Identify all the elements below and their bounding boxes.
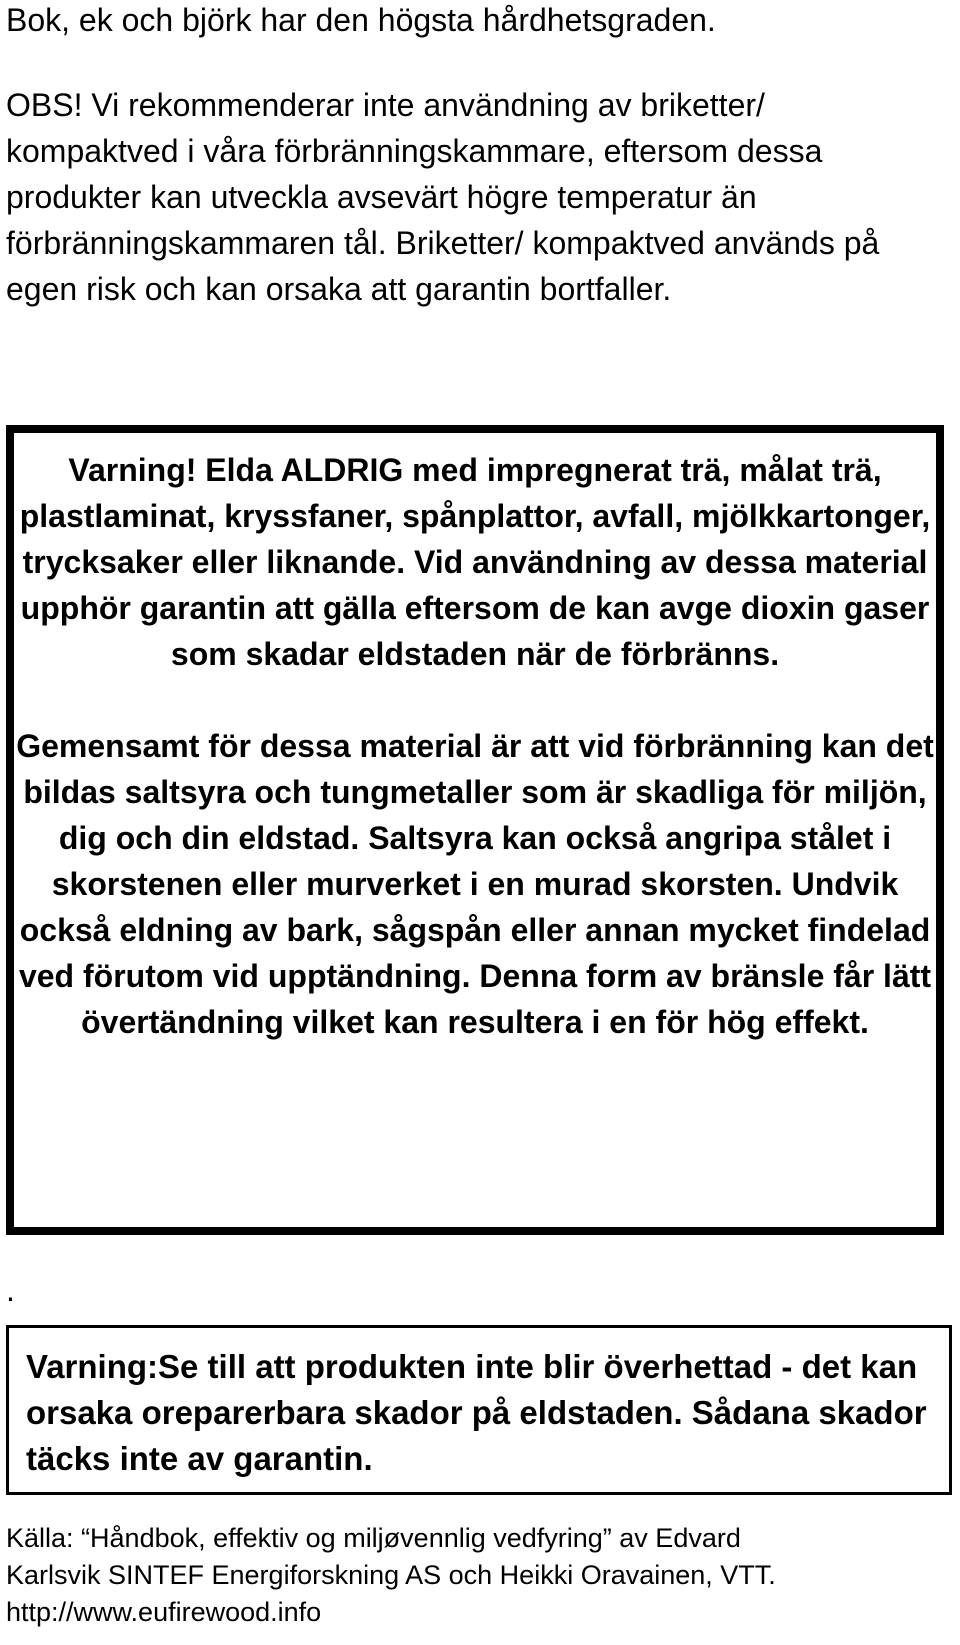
source-line-2: Karlsvik SINTEF Energiforskning AS och Heikki Oravainen, VTT.	[6, 1560, 776, 1590]
source-line-1: Källa: “Håndbok, effektiv og miljøvennlig vedfyring” av Edvard	[6, 1523, 741, 1553]
overheat-warning-text: Varning:Se till att produkten inte blir överhettad - det kan orsaka oreparerbara skador på eldstaden. Sådana skador täcks inte av garantin.	[26, 1348, 927, 1477]
source-citation	[6, 1520, 952, 1631]
source-url[interactable]: http://www.eufirewood.info	[6, 1597, 322, 1627]
warning-paragraph-chemicals: Gemensamt för dessa material är att vid förbränning kan det bildas saltsyra och tungmetaller som är skadliga för miljön, dig och din eldstad. Saltsyra kan också angripa stålet i skorstenen eller murverket i en murad skorsten. Undvik också eldning av bark, sågspån eller annan mycket findelad ved förutom vid upptändning. Denna form av bränsle får lätt övertändning vilket kan resultera i en för hög effekt.	[16, 728, 934, 1040]
separator-dot: .	[6, 1272, 15, 1308]
warning-box	[6, 425, 944, 1235]
overheat-warning-box	[6, 1325, 952, 1495]
warning-paragraph-materials: Varning! Elda ALDRIG med impregnerat trä, målat trä, plastlaminat, kryssfaner, spånplattor, avfall, mjölkkartonger, trycksaker eller liknande. Vid användning av dessa material upphör garantin att gälla eftersom de kan avge dioxin gaser som skadar eldstaden när de förbränns.	[19, 452, 931, 672]
obs-notice: OBS! Vi rekommenderar inte användning av briketter/ kompaktved i våra förbränningskammare, eftersom dessa produkter kan utveckla avsevärt högre temperatur än förbränningskammaren tål. Briketter/ kompaktved används på egen risk och kan orsaka att garantin bortfaller.	[6, 87, 880, 307]
intro-text: Bok, ek och björk har den högsta hårdhetsgraden.	[6, 2, 716, 38]
